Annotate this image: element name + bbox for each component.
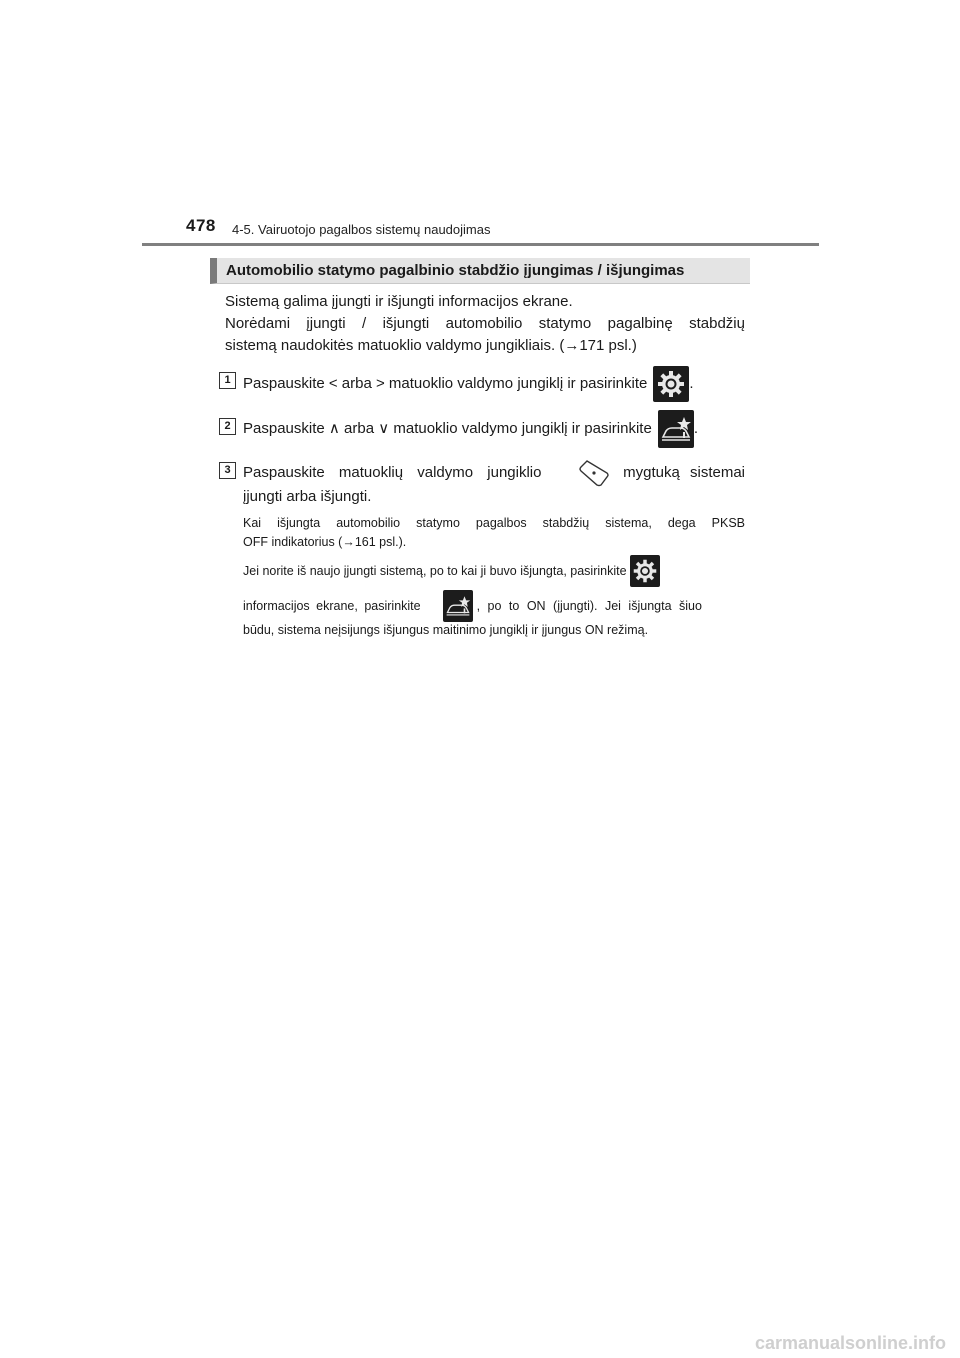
note-2-line-2 bbox=[243, 590, 745, 622]
intro-line-3: sistemą naudokitės matuoklio valdymo jungikliais. (→171 psl.) bbox=[225, 337, 637, 354]
note-2-line-1 bbox=[243, 555, 660, 587]
note-2-line-2a: informacijos ekrane, pasirinkite bbox=[243, 598, 421, 613]
driving-assist-car-icon-small bbox=[443, 590, 473, 622]
section-heading bbox=[210, 258, 750, 284]
chapter-title: 4-5. Vairuotojo pagalbos sistemų naudojimas bbox=[232, 222, 491, 237]
intro-line-1: Sistemą galima įjungti ir išjungti informacijos ekrane. bbox=[225, 293, 573, 310]
page-number: 478 bbox=[186, 216, 216, 235]
step-3-line-1 bbox=[243, 459, 745, 487]
watermark: carmanualsonline.info bbox=[754, 1333, 946, 1353]
note-1-line-2: OFF indikatorius (→161 psl.). bbox=[243, 535, 407, 549]
note-1-line-1: Kai išjungta automobilio statymo pagalbos stabdžių sistema, dega PKSB bbox=[243, 516, 745, 530]
step-2-period: . bbox=[693, 420, 698, 437]
settings-gear-icon bbox=[653, 366, 689, 402]
intro-line-2: Norėdami įjungti / išjungti automobilio statymo pagalbinę stabdžių bbox=[225, 315, 745, 332]
step-number-3: 3 bbox=[219, 462, 236, 479]
note-2-line-2b: , po to ON (įjungti). Jei išjungta šiuo bbox=[476, 598, 702, 613]
step-3-text-a bbox=[243, 462, 565, 484]
settings-gear-icon-small bbox=[630, 555, 660, 587]
note-2-line-1-text: Jei norite iš naujo įjungti sistemą, po to kai ji buvo išjungta, pasirinkite bbox=[243, 563, 627, 578]
step-3-text-b: mygtuką sistemai bbox=[623, 464, 745, 481]
step-1-period: . bbox=[689, 375, 694, 392]
step-1-text: Paspauskite < arba > matuoklio valdymo jungiklį ir pasirinkite bbox=[243, 375, 648, 392]
driving-assist-car-icon bbox=[658, 410, 694, 448]
header-rule bbox=[142, 243, 819, 246]
step-number-1: 1 bbox=[219, 372, 236, 389]
section-heading-text: Automobilio statymo pagalbinio stabdžio įjungimas / išjungimas bbox=[226, 262, 685, 279]
step-2 bbox=[243, 410, 698, 448]
step-2-text: Paspauskite ∧ arba ∨ matuoklio valdymo jungiklį ir pasirinkite bbox=[243, 420, 652, 437]
step-1 bbox=[243, 366, 694, 402]
step-3-text-a-content: Paspauskite matuoklių valdymo jungiklio bbox=[243, 464, 542, 481]
step-3-line-2: įjungti arba išjungti. bbox=[243, 488, 372, 505]
enter-button-icon bbox=[576, 459, 612, 487]
step-number-2: 2 bbox=[219, 418, 236, 435]
note-2-line-3: būdu, sistema neįsijungs išjungus maitinimo jungiklį ir įjungus ON režimą. bbox=[243, 623, 649, 637]
